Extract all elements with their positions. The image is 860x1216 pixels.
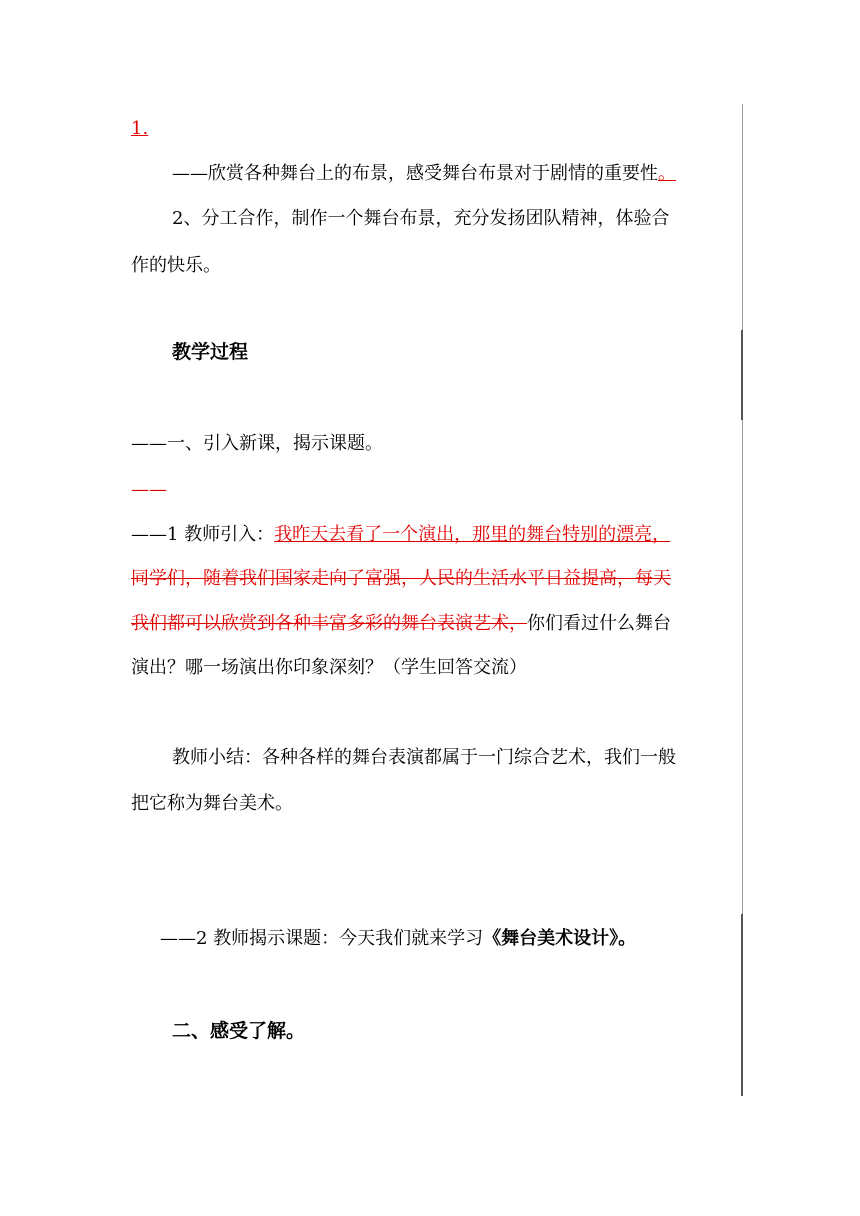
objective-2-line-2: 作的快乐。 — [131, 255, 221, 276]
deleted-text-line-1: 同学们，随着我们国家走向了富强，人民的生活水平日益提高，每天 — [131, 568, 671, 589]
intro-line-3 — [131, 612, 671, 636]
summary-line-1: 教师小结：各种各样的舞台表演都属于一门综合艺术，我们一般 — [172, 747, 676, 768]
section-1-title: ——一、引入新课，揭示课题。 — [131, 433, 383, 454]
intro-question: 你们看过什么舞台 — [527, 613, 671, 634]
intro-line-4: 演出？哪一场演出你印象深刻？（学生回答交流） — [131, 657, 527, 678]
margin-bar — [741, 914, 743, 1096]
inserted-period: 。 — [658, 163, 676, 184]
list-item-1-number: 1. — [131, 118, 149, 139]
objective-text: ——欣赏各种舞台上的布景，感受舞台布景对于剧情的重要性 — [172, 163, 658, 184]
summary-line-2: 把它称为舞台美术。 — [131, 793, 293, 814]
lesson-title: 《舞台美术设计》。 — [483, 928, 637, 949]
section-2-title: 二、感受了解。 — [172, 1020, 306, 1042]
reveal-line — [160, 927, 636, 951]
intro-line-1 — [131, 523, 670, 547]
margin-bar — [742, 104, 743, 330]
section-heading: 教学过程 — [172, 341, 249, 363]
inserted-dash: —— — [131, 479, 167, 500]
margin-bar — [742, 420, 743, 914]
intro-prefix: ——1 教师引入： — [131, 524, 275, 545]
objective-line — [172, 162, 676, 186]
objective-2-line-1: 2、分工合作，制作一个舞台布景，充分发扬团队精神，体验合 — [172, 208, 670, 229]
reveal-prefix: ——2 教师揭示课题：今天我们就来学习 — [160, 928, 484, 949]
deleted-text-line-2: 我们都可以欣赏到各种丰富多彩的舞台表演艺术， — [131, 613, 527, 634]
inserted-text: 我昨天去看了一个演出，那里的舞台特别的漂亮， — [274, 524, 671, 545]
margin-bar — [741, 330, 743, 420]
